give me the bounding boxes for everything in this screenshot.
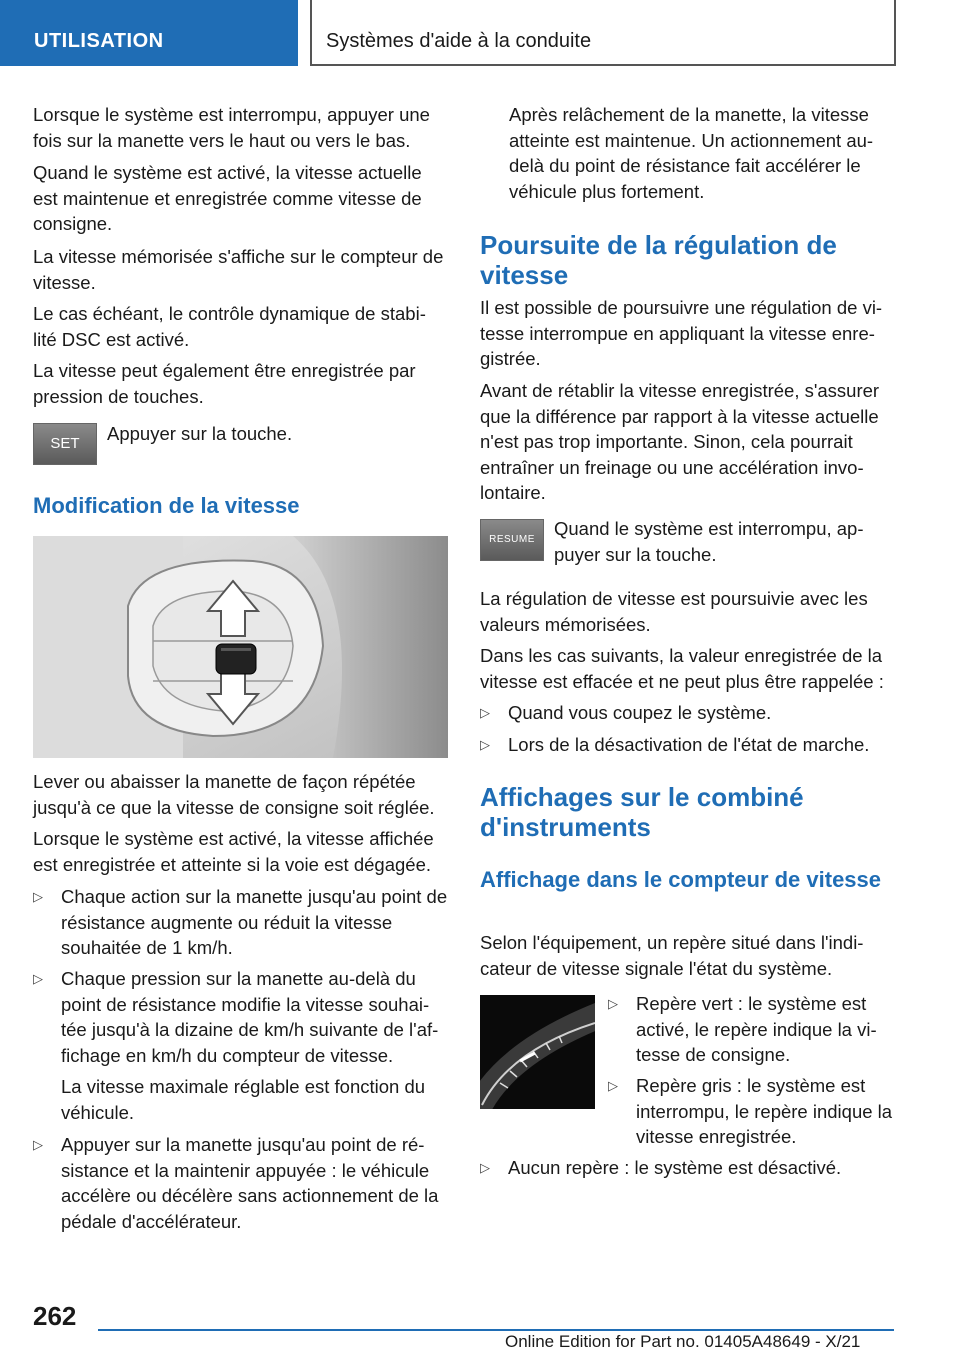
lever-illustration [33, 536, 448, 758]
list-item: ▷ Aucun repère : le système est désactivé. [480, 1155, 900, 1181]
section-tab [0, 0, 298, 66]
bullet-marker-icon: ▷ [33, 1137, 43, 1152]
page-number: 262 [33, 1301, 77, 1331]
set-button-image: SET [33, 423, 97, 465]
list-item: ▷ Chaque action sur la manette jusqu'au point de résistance augmente ou réduit la vitesse souhaitée de 1 km/h. [33, 886, 448, 958]
header-underline [310, 64, 896, 66]
section-heading: Poursuite de la régulation de vitesse [480, 230, 837, 290]
paragraph: Dans les cas suivants, la valeur enregistrée de la vitesse est effacée et ne peut plus être rappelée : [480, 645, 884, 692]
bullet-marker-icon: ▷ [33, 971, 43, 986]
section-tab-label: UTILISATION [34, 30, 164, 52]
paragraph: Selon l'équipement, un repère situé dans l'indi- cateur de vitesse signale l'état du système. [480, 932, 864, 979]
paragraph: Lorsque le système est interrompu, appuyer une fois sur la manette vers le haut ou vers le bas. [33, 104, 430, 151]
speedometer-marker-illustration [480, 995, 595, 1109]
paragraph: La vitesse peut également être enregistrée par pression de touches. [33, 360, 416, 407]
section-heading: Affichages sur le combiné d'instruments [480, 782, 804, 842]
chapter-title: Systèmes d'aide à la conduite [326, 30, 592, 52]
bullet-marker-icon: ▷ [608, 996, 618, 1011]
paragraph: Il est possible de poursuivre une régulation de vi- tesse interrompue en appliquant la vitesse enre- gistrée. [480, 297, 883, 369]
section-heading: Modification de la vitesse [33, 493, 300, 518]
list-item: ▷ Quand vous coupez le système. [480, 700, 900, 726]
paragraph: Quand le système est activé, la vitesse actuelle est maintenue et enregistrée comme vitesse de consigne. [33, 162, 422, 234]
header-divider-right [894, 0, 896, 66]
list-item: ▷ Repère vert : le système est activé, le repère indique la vi- tesse de consigne. [608, 993, 877, 1065]
paragraph: Lever ou abaisser la manette de façon répétée jusqu'à ce que la vitesse de consigne soit réglée. [33, 771, 435, 818]
edition-note: Online Edition for Part no. 01405A48649 - X/21 [505, 1332, 861, 1351]
header-divider [310, 0, 312, 66]
paragraph: Le cas échéant, le contrôle dynamique de stabi- lité DSC est activé. [33, 303, 426, 350]
resume-button-image: RESUME [480, 519, 544, 561]
bullet-marker-icon: ▷ [480, 1160, 490, 1175]
set-instruction: Appuyer sur la touche. [107, 423, 293, 444]
speedometer-photo [480, 995, 595, 1109]
list-item: ▷ Repère gris : le système est interrompu, le repère indique la vitesse enregistrée. [608, 1075, 893, 1147]
steering-wheel-control-photo [33, 536, 448, 758]
subsection-heading: Affichage dans le compteur de vitesse [480, 867, 882, 892]
page-header [0, 0, 960, 66]
resume-instruction: Quand le système est interrompu, ap- puyer sur la touche. [554, 518, 864, 565]
list-item: ▷ Appuyer sur la manette jusqu'au point de ré- sistance et la maintenir appuyée : le véhicule accélère ou décélère sans actionnement de la pédale d'accélérateur. [33, 1134, 439, 1232]
footer-rule [98, 1329, 894, 1331]
bullet-marker-icon: ▷ [480, 705, 490, 720]
paragraph: Après relâchement de la manette, la vitesse atteinte est maintenue. Un actionnement au- delà du point de résistance fait accélérer le véhicule plus fortement. [509, 104, 874, 202]
paragraph: La régulation de vitesse est poursuivie avec les valeurs mémorisées. [480, 588, 868, 635]
bullet-marker-icon: ▷ [33, 889, 43, 904]
bullet-note: La vitesse maximale réglable est fonction du véhicule. [61, 1076, 426, 1123]
list-item: ▷ Lors de la désactivation de l'état de marche. [480, 732, 900, 758]
list-item: ▷ Chaque pression sur la manette au-delà du point de résistance modifie la vitesse souhai- tée jusqu'à la dizaine de km/h suivante de l'af- fichage en km/h du compteur de vitesse. [33, 968, 439, 1066]
bullet-marker-icon: ▷ [608, 1078, 618, 1093]
paragraph: La vitesse mémorisée s'affiche sur le compteur de vitesse. [33, 246, 444, 293]
paragraph: Avant de rétablir la vitesse enregistrée, s'assurer que la différence par rapport à la vitesse actuelle n'est pas trop importante. Sinon, cela pourrait entraîner un freinage ou une accélération invo- lontaire. [480, 380, 880, 503]
paragraph: Lorsque le système est activé, la vitesse affichée est enregistrée et atteinte si la voie est dégagée. [33, 828, 434, 875]
bullet-marker-icon: ▷ [480, 737, 490, 752]
